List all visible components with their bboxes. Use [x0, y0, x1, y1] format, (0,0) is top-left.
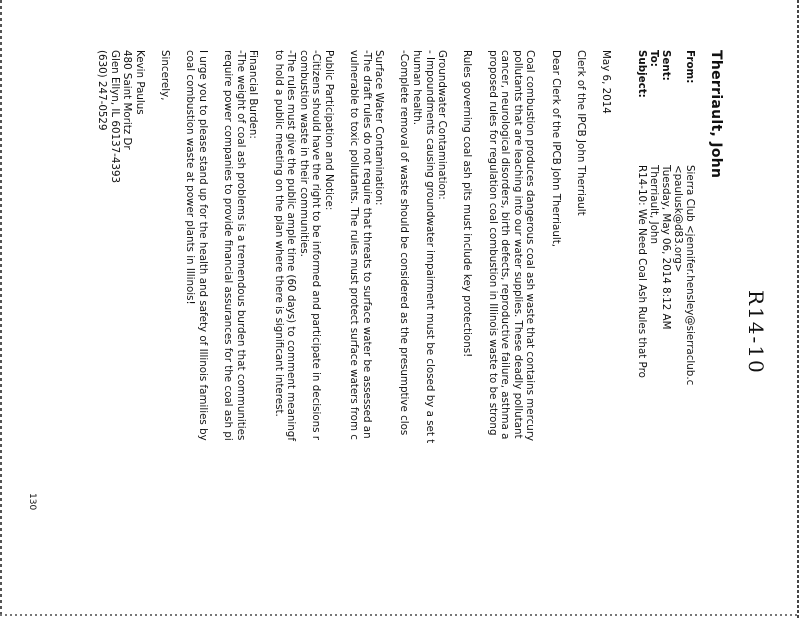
subject-label: Subject:	[636, 50, 648, 98]
signature-line: Kevin Paulus	[134, 50, 147, 115]
salutation-line: Clerk of the IPCB John Therriault	[574, 50, 587, 216]
section-heading: Groundwater Contamination:	[436, 50, 449, 200]
closing-line: coal combustion waste at power plants in Illinois!	[184, 50, 197, 305]
section-line: -The rules must give the public ample time (60 days) to comment meaningf	[285, 50, 298, 441]
section-heading: Financial Burden:	[247, 50, 260, 139]
section-heading: Public Participation and Notice:	[322, 50, 335, 211]
signature-line: 480 Saint Moritz Dr	[121, 50, 134, 150]
section-line: - Impoundments causing groundwater impairment must be closed by a set t	[423, 50, 436, 444]
section-line: -The weight of coal ash problems is a tremendous burden that communities	[234, 50, 247, 441]
page-number: 130	[27, 493, 37, 511]
from-value: Sierra Club <jennifer.hensley@sierraclub.c	[684, 165, 696, 386]
letter-body	[96, 50, 612, 443]
from-value-2: <paulusk@d83.org>	[672, 165, 684, 273]
section-line: -Complete removal of waste should be considered as the presumptive clos	[398, 50, 411, 436]
intro-line: proposed rules for regulation coal combustion in Illinois waste to be strong	[486, 50, 499, 436]
to-label: To:	[648, 50, 660, 67]
letter-date: May 6, 2014	[600, 50, 612, 114]
sent-label: Sent:	[660, 50, 672, 81]
section-line: -Citizens should have the right to be informed and participate in decisions r	[310, 50, 323, 441]
section-line: human health.	[411, 50, 424, 126]
intro-line: Coal combustion produces dangerous coal ash waste that contains mercury	[524, 50, 537, 442]
signature-line: Glen Ellyn, IL 60137-4393	[108, 50, 121, 184]
to-value: Therriault, John	[648, 165, 660, 244]
section-line: require power companies to provide financial assurances for the coal ash pi	[222, 50, 235, 441]
closing-line: I urge you to please stand up for the health and safety of Illinois families by	[197, 50, 209, 441]
key-protections-line: Rules governing coal ash pits must include key protections!	[461, 50, 474, 358]
intro-line: pollutants that are leaching into our water supplies. These deadly pollutant	[511, 50, 524, 439]
signoff: Sincerely,	[159, 50, 172, 101]
subject-value: R14-10: We Need Coal Ash Rules that Pro	[636, 165, 648, 378]
section-line: vulnerable to toxic pollutants. The rules must protect surface waters from c	[348, 50, 361, 440]
sent-value: Tuesday, May 06, 2014 8:12 AM	[660, 165, 672, 330]
intro-line: cancer, neurological disorders, birth defects, reproductive failure, asthma a	[499, 50, 512, 440]
section-line: to hold a public meeting on the plan where there is significant interest.	[272, 50, 285, 417]
sender-name-heading: Therriault, John	[708, 50, 724, 179]
section-line: -The draft rules do not require that threats to surface water be assessed an	[360, 50, 373, 439]
salutation-line: Dear Clerk of the IPCB John Therriault,	[549, 50, 562, 248]
section-heading: Surface Water Contamination:	[373, 50, 386, 206]
signature-line: (630) 247-0529	[96, 50, 109, 131]
section-line: combustion waste in their communities.	[297, 50, 310, 257]
case-number-heading: R14-10	[744, 290, 768, 375]
from-label: From:	[684, 50, 696, 84]
